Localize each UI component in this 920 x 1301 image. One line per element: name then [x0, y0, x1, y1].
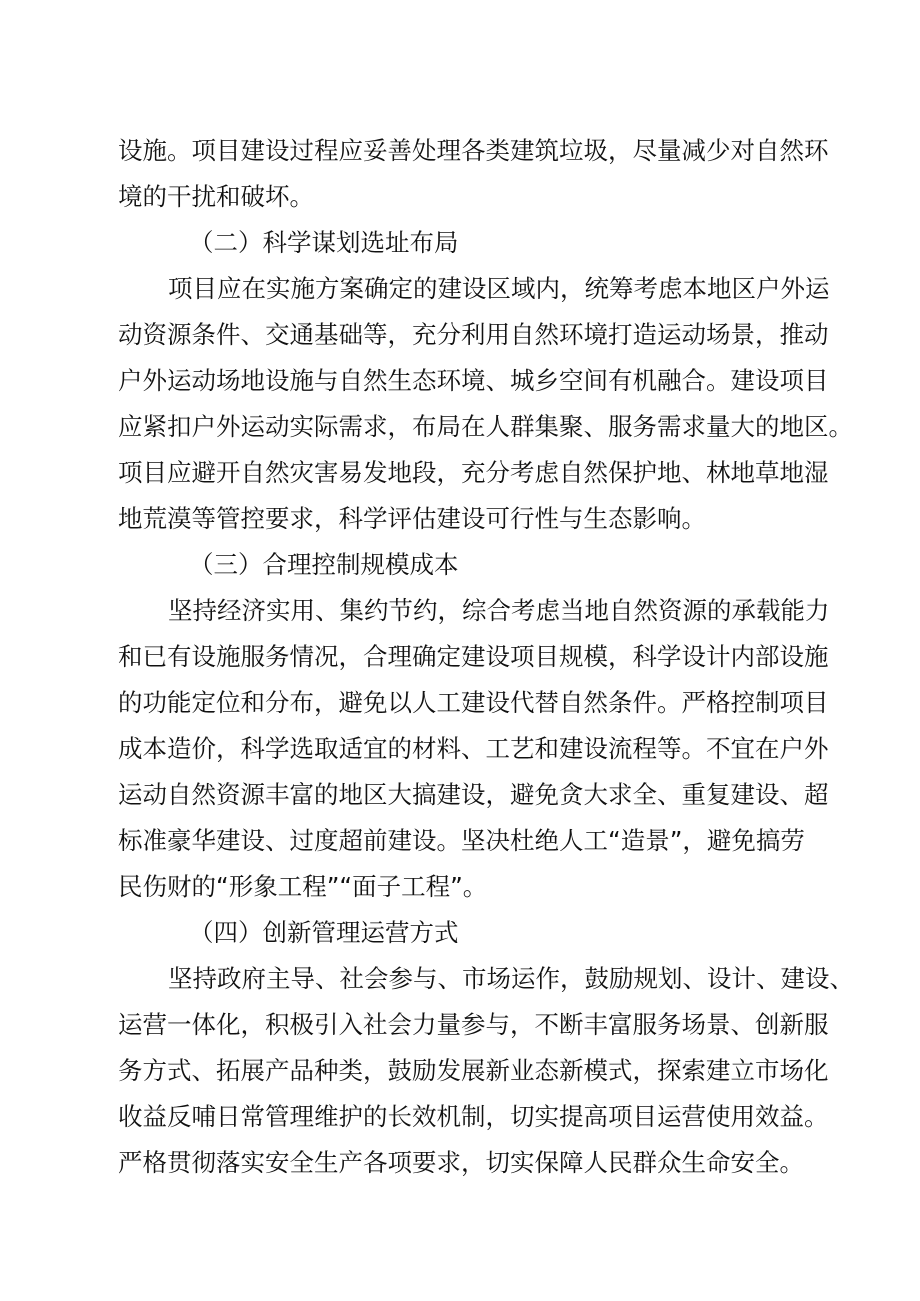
paragraph-line: 应紧扣户外运动实际需求，布局在人群集聚、服务需求量大的地区。 — [118, 412, 853, 441]
paragraph-line: 严格贯彻落实安全生产各项要求，切实保障人民群众生命安全。 — [118, 1148, 804, 1177]
paragraph-line: 坚持经济实用、集约节约，综合考虑当地自然资源的承载能力 — [168, 596, 830, 625]
paragraph-line: 地荒漠等管控要求，科学评估建设可行性与生态影响。 — [118, 504, 706, 533]
paragraph-line: 运动自然资源丰富的地区大搞建设，避免贪大求全、重复建设、超 — [118, 780, 829, 809]
paragraph-line: 境的干扰和破坏。 — [118, 182, 314, 211]
paragraph-line: 项目应在实施方案确定的建设区域内，统筹考虑本地区户外运 — [168, 274, 830, 303]
paragraph-line: 成本造价，科学选取适宜的材料、工艺和建设流程等。不宜在户外 — [118, 734, 829, 763]
paragraph-line: 民伤财的“形象工程”“面子工程”。 — [118, 872, 488, 901]
paragraph-line: 设施。项目建设过程应妥善处理各类建筑垃圾，尽量减少对自然环 — [118, 136, 829, 165]
section-heading-3: （三）合理控制规模成本 — [189, 550, 459, 579]
paragraph-line: 户外运动场地设施与自然生态环境、城乡空间有机融合。建设项目 — [118, 366, 829, 395]
paragraph-line: 动资源条件、交通基础等，充分利用自然环境打造运动场景，推动 — [118, 320, 829, 349]
section-heading-2: （二）科学谋划选址布局 — [189, 228, 459, 257]
paragraph-line: 的功能定位和分布，避免以人工建设代替自然条件。严格控制项目 — [118, 688, 829, 717]
paragraph-line: 务方式、拓展产品种类，鼓励发展新业态新模式，探索建立市场化 — [118, 1056, 829, 1085]
paragraph-line: 项目应避开自然灾害易发地段，充分考虑自然保护地、林地草地湿 — [118, 458, 829, 487]
paragraph-line: 坚持政府主导、社会参与、市场运作，鼓励规划、设计、建设、 — [168, 964, 854, 993]
section-heading-4: （四）创新管理运营方式 — [189, 918, 459, 947]
paragraph-line: 和已有设施服务情况，合理确定建设项目规模，科学设计内部设施 — [118, 642, 829, 671]
paragraph-line: 收益反哺日常管理维护的长效机制，切实提高项目运营使用效益。 — [118, 1102, 829, 1131]
paragraph-line: 运营一体化，积极引入社会力量参与，不断丰富服务场景、创新服 — [118, 1010, 829, 1039]
paragraph-line: 标准豪华建设、过度超前建设。坚决杜绝人工“造景”，避免搞劳 — [118, 826, 805, 855]
